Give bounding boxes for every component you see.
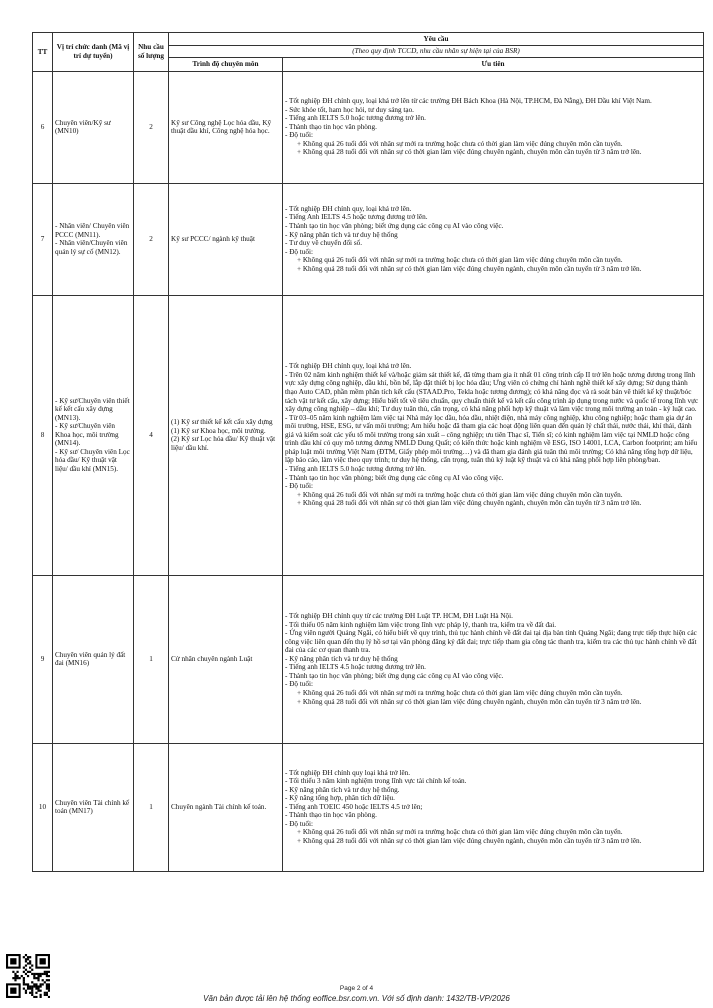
- quantity-cell: 1: [134, 743, 169, 871]
- row-number: 9: [33, 575, 53, 743]
- priority-cell: [283, 71, 704, 183]
- priority-line: - Thành tạo tin học văn phòng; biết ứng dụng các công cụ AI vào công việc.: [285, 473, 504, 482]
- priority-line: - Tốt nghiệp ĐH chính quy từ các trường ĐH Luật TP. HCM, ĐH Luật Hà Nội.: [285, 612, 513, 621]
- priority-line: - Kỹ năng phân tích và tư duy hệ thống.: [285, 785, 400, 794]
- priority-line: - Tối thiểu 05 năm kinh nghiệm làm việc trong lĩnh vực pháp lý, thanh tra, kiểm tra về đất đai.: [285, 620, 557, 629]
- priority-cell: [283, 743, 704, 871]
- priority-line: - Độ tuổi:: [285, 819, 313, 828]
- priority-line: - Sức khỏe tốt, ham học hỏi, tư duy sáng tạo.: [285, 105, 414, 114]
- priority-line: - Thành thạo tin học văn phòng.: [285, 122, 377, 131]
- priority-line: - Tốt nghiệp ĐH chính quy loại khá trở lên.: [285, 768, 411, 777]
- priority-cell: [283, 183, 704, 295]
- priority-line: - Kỹ năng phân tích và tư duy hệ thống: [285, 654, 398, 663]
- header-position: Vị trí chức danh (Mã vị trí dự tuyển): [53, 33, 134, 72]
- position-cell: Chuyên viên Tài chính kế toán (MN17): [53, 743, 134, 871]
- header-tt: TT: [33, 33, 53, 72]
- priority-line: - Tiếng anh IELTS 5.0 hoặc tương đương trở lên.: [285, 114, 426, 123]
- priority-line: + Không quá 26 tuổi đối với nhân sự mới ra trường hoặc chưa có thời gian làm việc đúng chuyên môn cần tuyển.: [297, 139, 623, 148]
- priority-line: + Không quá 26 tuổi đối với nhân sự mới ra trường hoặc chưa có thời gian làm việc đúng chuyên môn cần tuyển.: [297, 828, 623, 837]
- priority-cell: [283, 575, 704, 743]
- expertise-cell: Kỹ sư Công nghệ Lọc hóa dầu, Kỹ thuật dầu khí, Công nghệ hóa học.: [169, 71, 283, 183]
- priority-line: - Độ tuổi:: [285, 247, 313, 256]
- quantity-cell: 2: [134, 71, 169, 183]
- expertise-cell: (1) Kỹ sư thiết kế kết cấu xây dựng (1) Kỹ sư Khoa học, môi trường. (2) Kỹ sư Lọc hóa dầu/ Kỹ thuật vật liệu/ dầu khí.: [169, 295, 283, 575]
- priority-line: - Tốt nghiệp ĐH chính quy, loại khá trở lên.: [285, 362, 412, 371]
- priority-line: - Thành tạo tin học văn phòng; biết ứng dụng các công cụ AI vào công việc.: [285, 221, 504, 230]
- row-number: 10: [33, 743, 53, 871]
- expertise-cell: Cử nhân chuyên ngành Luật: [169, 575, 283, 743]
- priority-line: - Độ tuổi:: [285, 482, 313, 491]
- table-row: [33, 743, 704, 871]
- priority-line: - Tiếng anh IELTS 4.5 hoặc tương đương trở lên.: [285, 663, 426, 672]
- header-expertise: Trình độ chuyên môn: [169, 57, 283, 71]
- position-cell: Chuyên viên/Kỹ sư (MN10): [53, 71, 134, 183]
- priority-line: + Không quá 28 tuổi đối với nhân sự có thời gian làm việc đúng chuyên ngành, chuyên môn cần tuyển từ 3 năm trở lên.: [297, 148, 642, 157]
- priority-line: - Thành tạo tin học văn phòng; biết ứng dụng các công cụ AI vào công việc.: [285, 671, 504, 680]
- row-number: 6: [33, 71, 53, 183]
- priority-line: - Ứng viên người Quảng Ngãi, có hiểu biết về quy trình, thủ tục hành chính về đất đai tại địa bàn tỉnh Quảng Ngãi; đang trực tiếp thực hiện các công việc liên quan đến thụ lý hồ sơ tại văn phòng đăng ký đất đai; trực tiếp tham gia công tác thanh tra, kiểm tra các thủ tục hành chính về đất đai của các cơ quan thanh tra.: [285, 629, 697, 655]
- header-requirement-note: (Theo quy định TCCD, nhu cầu nhân sự hiện tại của BSR): [169, 46, 704, 58]
- expertise-cell: Chuyên ngành Tài chính kế toán.: [169, 743, 283, 871]
- priority-line: + Không quá 28 tuổi đối với nhân sự có thời gian làm việc đúng chuyên ngành, chuyên môn cần tuyển từ 3 năm trở lên.: [297, 499, 642, 508]
- priority-line: - Trên 02 năm kinh nghiệm thiết kế và/hoặc giám sát thiết kế, đã từng tham gia ít nhất 01 công trình cấp II trở lên hoặc tương đương trong lĩnh vực xây dựng công nghiệp, dầu khí, bồn bể, lắp đặt thiết bị lọc hóa dầu; Ưng viên có chứng chỉ hành nghề thiết kế xây dựng; Sử dụng thành thạo Auto CAD, phần mềm phân tích kết cấu (STAAD.Pro, Tekla hoặc tương đương); có khả năng đọc và rà soát bản vẽ thiết kế kỹ thuật/bóc tách vật tư kết cấu, xây dựng; Hiểu biết tốt về tiêu chuẩn, quy chuẩn thiết kế và kết cấu công trình áp dụng trong nước và quốc tế trong lĩnh vực xây dựng công nghiệp – dầu khí; Tư duy tuân thủ, cẩn trọng, có khả năng phối hợp kỹ thuật và làm việc trong môi trường an toàn - kỷ luật cao.: [285, 370, 699, 414]
- priority-line: - Tốt nghiệp ĐH chính quy, loại khá trở lên từ các trường ĐH Bách Khoa (Hà Nội, TP.HCM, Đà Nẵng), ĐH Dầu khí Việt Nam.: [285, 97, 652, 106]
- header-requirement: Yêu cầu: [169, 33, 704, 46]
- quantity-cell: 1: [134, 575, 169, 743]
- priority-line: + Không quá 28 tuổi đối với nhân sự có thời gian làm việc đúng chuyên ngành, chuyên môn cần tuyển từ 3 năm trở lên.: [297, 697, 642, 706]
- header-quantity: Nhu cầu số lượng: [134, 33, 169, 72]
- priority-line: - Thành thạo tin học văn phòng.: [285, 811, 377, 820]
- priority-line: - Tiếng Anh IELTS 4.5 hoặc tương đương trở lên.: [285, 213, 428, 222]
- priority-line: - Độ tuổi:: [285, 131, 313, 140]
- page-number: Page 2 of 4: [339, 985, 374, 992]
- priority-line: - Tốt nghiệp ĐH chính quy, loại khá trở lên.: [285, 204, 412, 213]
- priority-line: + Không quá 28 tuổi đối với nhân sự có thời gian làm việc đúng chuyên ngành, chuyên môn cần tuyển từ 3 năm trở lên.: [297, 836, 642, 845]
- priority-line: - Tư duy về chuyển đổi số.: [285, 239, 363, 248]
- priority-line: - Tiếng anh TOEIC 450 hoặc IELTS 4.5 trở lên;: [285, 802, 423, 811]
- priority-line: - Tiếng anh IELTS 5.0 hoặc tương đương trở lên.: [285, 464, 426, 473]
- priority-line: + Không quá 26 tuổi đối với nhân sự mới ra trường hoặc chưa có thời gian làm việc đúng chuyên môn cần tuyển.: [297, 490, 623, 499]
- priority-line: - Từ 03–05 năm kinh nghiệm làm việc tại Nhà máy lọc dầu, hóa dầu, nhiệt điện, nhà máy công nghiệp, khu công nghiệp; hoặc tham gia dự án môi trường, HSE, ESG, tư vấn môi trường; Am hiểu hoặc đã tham gia các hoạt động liên quan đến quản lý chất thải, nước thải, khí thải, đánh giá và kiểm soát các yếu tố môi trường trong sản xuất – công nghiệp; ưu tiên Thạc sĩ, Tiến sĩ; có kinh nghiệm làm việc tại NMLD hoặc công trình dầu khí có quy mô tương đương NMLD Dung Quất; có kiến thức hoặc kinh nghiệm về ESG, ISO 14001, LCA, Carbon footprint; am hiểu pháp luật môi trường Việt Nam (ĐTM, Giấy phép môi trường…) và đã tham gia đánh giá tuân thủ môi trường; Có khả năng tổng hợp dữ liệu, lập báo cáo, làm việc theo quy trình; tư duy hệ thống, cẩn trọng, tuân thủ kỷ luật kỹ thuật và có khả năng phối hợp liên phòng/ban.: [285, 413, 698, 465]
- priority-line: + Không quá 28 tuổi đối với nhân sự có thời gian làm việc đúng chuyên ngành, chuyên môn cần tuyển từ 3 năm trở lên.: [297, 264, 642, 273]
- position-cell: - Nhân viên/ Chuyên viên PCCC (MN11). - Nhân viên/Chuyên viên quản lý sự cố (MN12).: [53, 183, 134, 295]
- priority-line: - Kỹ năng phân tích và tư duy hệ thống: [285, 230, 398, 239]
- quantity-cell: 4: [134, 295, 169, 575]
- priority-line: + Không quá 26 tuổi đối với nhân sự mới ra trường hoặc chưa có thời gian làm việc đúng chuyên môn cần tuyển.: [297, 256, 623, 265]
- priority-line: - Tối thiểu 3 năm kinh nghiệm trong lĩnh vực tài chính kế toán.: [285, 777, 467, 786]
- position-cell: Chuyên viên quản lý đất đai (MN16): [53, 575, 134, 743]
- priority-line: - Độ tuổi:: [285, 680, 313, 689]
- table-row: [33, 71, 704, 183]
- recruitment-table: [32, 32, 704, 872]
- quantity-cell: 2: [134, 183, 169, 295]
- table-row: [33, 183, 704, 295]
- footer-note: Văn bản được tải lên hệ thống eoffice.bsr.com.vn. Với số định danh: 1432/TB-VP/2026: [203, 994, 510, 1003]
- table-row: [33, 295, 704, 575]
- priority-cell: [283, 295, 704, 575]
- priority-line: - Kỹ năng tổng hợp, phân tích dữ liệu.: [285, 794, 395, 803]
- expertise-cell: Kỹ sư PCCC/ ngành kỹ thuật: [169, 183, 283, 295]
- table-row: [33, 575, 704, 743]
- priority-line: + Không quá 26 tuổi đối với nhân sự mới ra trường hoặc chưa có thời gian làm việc đúng chuyên môn cần tuyển.: [297, 688, 623, 697]
- row-number: 8: [33, 295, 53, 575]
- position-cell: - Kỹ sư/Chuyên viên thiết kế kết cấu xây dựng (MN13). - Kỹ sư/Chuyên viên Khoa học, môi trường (MN14). - Kỹ sư/ Chuyên viên Lọc hóa dầu/ Kỹ thuật vật liệu/ dầu khí (MN15).: [53, 295, 134, 575]
- row-number: 7: [33, 183, 53, 295]
- header-priority: Ưu tiên: [283, 57, 704, 71]
